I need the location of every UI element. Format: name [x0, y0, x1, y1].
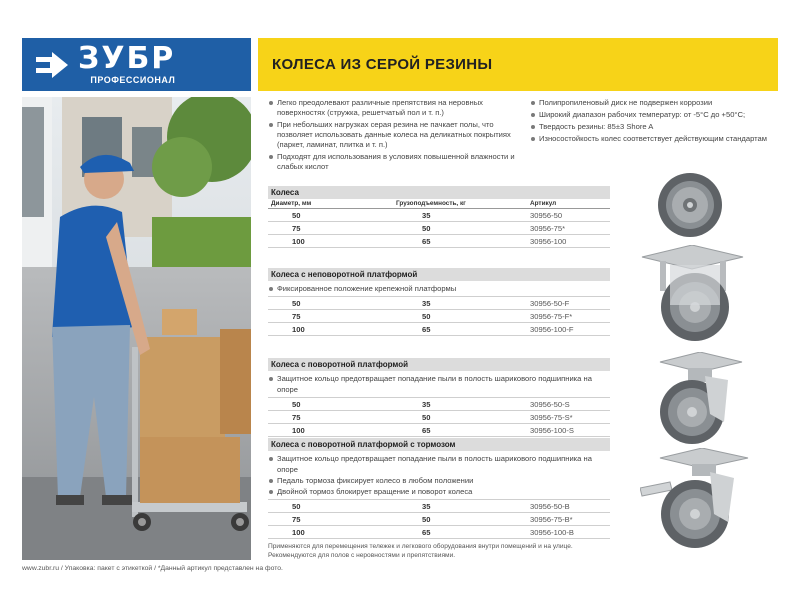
list-item: Широкий диапазон рабочих температур: от -5°С до +50°С;: [530, 110, 780, 120]
cell-load: 50: [422, 413, 431, 422]
cell-article: 30956-50-S: [530, 400, 570, 409]
cell-load: 35: [422, 211, 431, 220]
brand-logo: [22, 38, 251, 91]
section-wheels: [268, 186, 610, 248]
product-photo: [22, 97, 251, 560]
cell-diameter: 75: [292, 224, 301, 233]
section-title: Колеса с поворотной платформой: [268, 358, 610, 371]
cell-article: 30956-50-F: [530, 299, 570, 308]
cell-load: 50: [422, 224, 431, 233]
cell-diameter: 50: [292, 400, 301, 409]
table-row: [268, 323, 610, 336]
brand-name: ЗУБР: [78, 40, 176, 76]
table-row: [268, 209, 610, 222]
section-fixed-platform: [268, 268, 610, 336]
table-row: [268, 500, 610, 513]
cell-article: 30956-50-B: [530, 502, 570, 511]
table-row: [268, 310, 610, 323]
cell-diameter: 75: [292, 515, 301, 524]
cell-load: 65: [422, 237, 431, 246]
section-title: Колеса с неповоротной платформой: [268, 268, 610, 281]
cell-article: 30956-50: [530, 211, 563, 220]
page-title: КОЛЕСА ИЗ СЕРОЙ РЕЗИНЫ: [272, 56, 493, 73]
footer-text: www.zubr.ru / Упаковка: пакет с этикеткой / *Данный артикул представлен на фото.: [22, 565, 283, 572]
list-item: Износостойкость колес соответствует действующим стандартам: [530, 134, 780, 144]
cell-diameter: 50: [292, 211, 301, 220]
cell-diameter: 75: [292, 312, 301, 321]
cell-load: 50: [422, 515, 431, 524]
column-article: Артикул: [530, 200, 557, 207]
list-item: Подходят для использования в условиях повышенной влажности и слабых кислот: [268, 152, 518, 172]
cell-diameter: 50: [292, 299, 301, 308]
features-right-list: [530, 98, 780, 146]
column-load: Грузоподъемность, кг: [396, 200, 466, 207]
cell-load: 35: [422, 299, 431, 308]
list-item: Твердость резины: 85±3 Shore A: [530, 122, 780, 132]
section-swivel-platform: [268, 358, 610, 437]
table-row: [268, 222, 610, 235]
cell-article: 30956-75-S*: [530, 413, 573, 422]
cell-article: 30956-100-S: [530, 426, 574, 435]
column-diameter: Диаметр, мм: [271, 200, 312, 207]
table-row: [268, 424, 610, 437]
list-item: Легко преодолевают различные препятствия на неровных поверхностях (стружка, решетчатый пол и т. п.): [268, 98, 518, 118]
features-left-list: [268, 98, 518, 174]
cell-load: 35: [422, 502, 431, 511]
cell-diameter: 100: [292, 528, 305, 537]
usage-note: Применяются для перемещения тележек и легкового оборудования внутри помещений и на улице. Рекомендуются для полов с неровностями и препятствиями.: [268, 543, 573, 559]
cell-load: 50: [422, 312, 431, 321]
section-notes: [268, 281, 610, 297]
table-header: [268, 199, 610, 209]
list-item: Педаль тормоза фиксирует колесо в любом положении: [268, 475, 610, 486]
table-row: [268, 411, 610, 424]
table-row: [268, 398, 610, 411]
cell-diameter: 100: [292, 325, 305, 334]
cell-article: 30956-75-B*: [530, 515, 573, 524]
swivel-brake-wheel-image: [640, 448, 750, 553]
cell-article: 30956-75-F*: [530, 312, 573, 321]
cell-article: 30956-100-B: [530, 528, 574, 537]
table-row: [268, 513, 610, 526]
cell-load: 65: [422, 528, 431, 537]
fixed-platform-wheel-image: [640, 245, 745, 345]
list-item: При небольших нагрузках серая резина не пачкает полы, что позволяет использовать данные колеса на деликатных покрытиях (паркет, ламинат, плитка и т. п.): [268, 120, 518, 150]
list-item: Защитное кольцо предотвращает попадание пыли в полость шарикового подшипника на опоре: [268, 373, 610, 395]
cell-article: 30956-100: [530, 237, 567, 246]
list-item: Двойной тормоз блокирует вращение и поворот колеса: [268, 486, 610, 497]
cell-diameter: 50: [292, 502, 301, 511]
worker-with-cart-illustration: [22, 97, 251, 560]
cell-article: 30956-75*: [530, 224, 566, 233]
section-notes: [268, 451, 610, 500]
cell-diameter: 75: [292, 413, 301, 422]
cell-diameter: 100: [292, 237, 305, 246]
table-row: [268, 526, 610, 539]
list-item: Полипропиленовый диск не подвержен коррозии: [530, 98, 780, 108]
cell-load: 65: [422, 325, 431, 334]
wheel-image: [655, 170, 725, 240]
cell-article: 30956-100-F: [530, 325, 574, 334]
swivel-platform-wheel-image: [650, 352, 745, 447]
section-swivel-brake: [268, 438, 610, 539]
cell-load: 35: [422, 400, 431, 409]
table-row: [268, 297, 610, 310]
section-title: Колеса: [268, 186, 610, 199]
title-bar: [258, 38, 778, 91]
section-title: Колеса с поворотной платформой с тормозом: [268, 438, 610, 451]
arrow-logo-icon: [36, 52, 68, 78]
cell-load: 65: [422, 426, 431, 435]
section-notes: [268, 371, 610, 398]
brand-subtitle: ПРОФЕССИОНАЛ: [90, 74, 176, 85]
list-item: Защитное кольцо предотвращает попадание пыли в полость шарикового подшипника на опоре: [268, 453, 610, 475]
cell-diameter: 100: [292, 426, 305, 435]
table-row: [268, 235, 610, 248]
list-item: Фиксированное положение крепежной платформы: [268, 283, 610, 294]
